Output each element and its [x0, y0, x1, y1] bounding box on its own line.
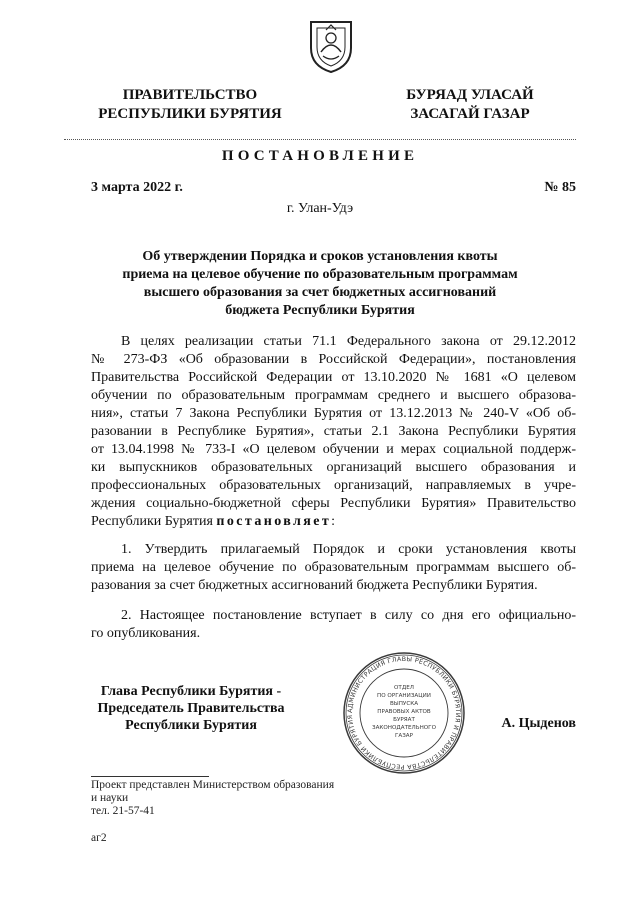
header-right-line: ЗАСАГАЙ ГАЗАР	[410, 106, 530, 122]
document-date: 3 марта 2022 г.	[91, 180, 183, 195]
footer-line: и науки	[91, 792, 129, 804]
document-type: ПОСТАНОВЛЕНИЕ	[221, 148, 419, 164]
header-right-line: БУРЯАД УЛАСАЙ	[406, 87, 534, 103]
position-line: Глава Республики Бурятия -	[100, 684, 282, 699]
svg-text:ЗАКОНОДАТЕЛЬНОГО: ЗАКОНОДАТЕЛЬНОГО	[371, 725, 437, 731]
preamble-line: обучении по образовательным программам среднего и высшего образова-	[91, 388, 576, 403]
position-line: Председатель Правительства	[97, 701, 285, 716]
item-2	[91, 607, 576, 643]
subject-line: Об утверждении Порядка и сроков установления квоты	[142, 249, 498, 264]
svg-text:БУРЯАТ: БУРЯАТ	[393, 717, 415, 723]
preamble-line: разовании в Республике Бурятия», статьи 2.1 Закона Республики Бурятия	[91, 424, 576, 439]
item-line: 2. Настоящее постановление вступает в силу со дня его официально-	[121, 608, 576, 623]
svg-text:ПРАВОВЫХ АКТОВ: ПРАВОВЫХ АКТОВ	[377, 709, 431, 715]
document-code: аг2	[91, 832, 107, 844]
preamble-last-start: Республики Бурятия	[91, 514, 217, 529]
footer-divider	[91, 776, 209, 777]
coat-of-arms-icon	[307, 18, 355, 74]
signatory-name: А. Цыденов	[501, 716, 576, 731]
preamble-last-end: :	[331, 514, 336, 529]
document-subject	[100, 248, 540, 320]
position-line: Республики Бурятия	[125, 718, 257, 733]
preamble-line: № 273-ФЗ «Об образовании в Российской Федерации», постановления	[91, 352, 576, 367]
government-name-ru	[80, 86, 300, 124]
svg-text:ГАЗАР: ГАЗАР	[394, 733, 414, 739]
official-stamp	[342, 651, 466, 775]
footer-line: тел. 21-57-41	[91, 805, 155, 817]
document-city: г. Улан-Удэ	[286, 201, 354, 216]
preamble-line: от 13.04.1998 № 733-I «О целевом обучении и мерах социальной поддерж-	[91, 442, 576, 457]
subject-line: бюджета Республики Бурятия	[225, 303, 415, 318]
footer-line: Проект представлен Министерством образования	[91, 779, 335, 791]
preamble-line: ждения социально-бюджетной сферы Республики Бурятия» Правительство	[91, 496, 576, 511]
svg-text:ПО ОРГАНИЗАЦИИ: ПО ОРГАНИЗАЦИИ	[377, 693, 431, 699]
subject-line: высшего образования за счет бюджетных ассигнований	[143, 285, 497, 300]
resolves-word: постановляет	[216, 514, 332, 529]
item-line: разования за счет бюджетных ассигнований бюджета Республики Бурятия.	[91, 578, 538, 593]
preamble-line: ния», статьи 7 Закона Республики Бурятия от 13.12.2013 № 240-V «Об об-	[91, 406, 576, 421]
svg-text:ВЫПУСКА: ВЫПУСКА	[389, 701, 419, 707]
preamble-line	[91, 513, 576, 531]
item-1	[91, 541, 576, 595]
document-number: № 85	[544, 180, 576, 195]
preamble-line: В целях реализации статьи 71.1 Федерального закона от 29.12.2012	[121, 334, 576, 349]
preamble-line: ки выпускников образовательных организаций высшего образования и	[91, 460, 576, 475]
header-left-line: ПРАВИТЕЛЬСТВО	[122, 87, 258, 103]
preamble-line: Правительства Российской Федерации от 13.10.2020 № 1681 «О целевом	[91, 370, 576, 385]
header-divider	[64, 139, 576, 140]
preamble-paragraph	[91, 333, 576, 531]
signatory-position	[80, 683, 302, 734]
subject-line: приема на целевое обучение по образовательным программам	[122, 267, 518, 282]
svg-text:ОТДЕЛ: ОТДЕЛ	[394, 685, 414, 691]
government-name-bua	[380, 86, 560, 124]
item-line: го опубликования.	[91, 626, 201, 641]
header-left-line: РЕСПУБЛИКИ БУРЯТИЯ	[98, 106, 282, 122]
preamble-line: профессиональных образовательных организаций, направляемых в учре-	[91, 478, 576, 493]
item-line: приема на целевое обучение по образовательным программам высшего об-	[91, 560, 576, 575]
svg-text:АДМИНИСТРАЦИЯ ГЛАВЫ РЕСПУБЛИКИ: АДМИНИСТРАЦИЯ ГЛАВЫ РЕСПУБЛИКИ БУРЯТИЯ И ПРАВИТЕЛЬСТВА РЕСПУБЛИКИ БУРЯТИЯ	[346, 655, 462, 771]
footer-note	[91, 779, 334, 818]
item-line: 1. Утвердить прилагаемый Порядок и сроки установления квоты	[121, 542, 576, 557]
